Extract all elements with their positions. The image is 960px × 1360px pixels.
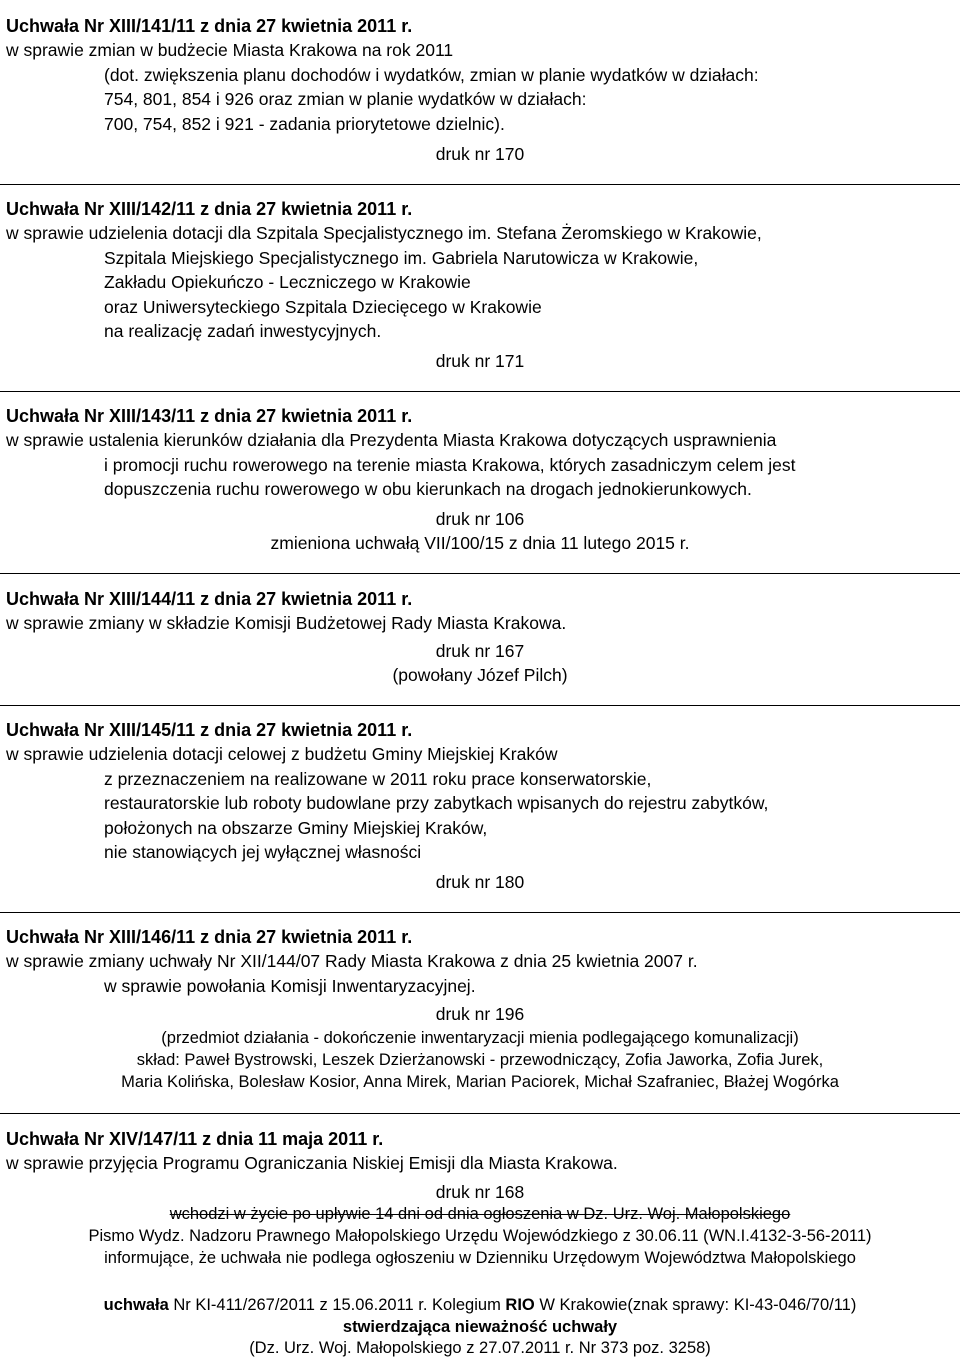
resolution-title: Uchwała Nr XIII/141/11 z dnia 27 kwietnia 2011 r. (6, 16, 413, 36)
resolution-title: Uchwała Nr XIII/145/11 z dnia 27 kwietnia 2011 r. (6, 720, 413, 740)
resolution-subject-line: z przeznaczeniem na realizowane w 2011 roku prace konserwatorskie, (104, 769, 652, 789)
resolution-subject: w sprawie zmiany uchwały Nr XII/144/07 Rady Miasta Krakowa z dnia 25 kwietnia 2007 r. (6, 951, 698, 971)
resolution-subject-line: dopuszczenia ruchu rowerowego w obu kierunkach na drogach jednokierunkowych. (104, 479, 752, 499)
separator-line (0, 391, 960, 392)
resolution-subject-line: (dot. zwiększenia planu dochodów i wydatków, zmian w planie wydatków w działach: (104, 65, 759, 85)
rio-decision-text: Nr KI-411/267/2011 z 15.06.2011 r. Kolegium (168, 1296, 506, 1314)
resolution-subject-line: 700, 754, 852 i 921 - zadania priorytetowe dzielnic). (104, 114, 505, 134)
commission-members: Maria Kolińska, Bolesław Kosior, Anna Mirek, Marian Paciorek, Michał Szafraniec, Błażej Wogórka (121, 1073, 839, 1091)
separator-line (0, 573, 960, 574)
resolution-subject-line: nie stanowiących jej wyłącznej własności (104, 842, 422, 862)
resolution-subject-line: 754, 801, 854 i 926 oraz zmian w planie wydatków w działach: (104, 89, 587, 109)
appointment-note: (powołany Józef Pilch) (392, 665, 568, 685)
resolution-title: Uchwała Nr XIII/144/11 z dnia 27 kwietnia 2011 r. (6, 589, 413, 609)
rio-publication-note: (Dz. Urz. Woj. Małopolskiego z 27.07.2011 r. Nr 373 poz. 3258) (249, 1339, 711, 1357)
rio-decision-text: W Krakowie(znak sprawy: KI-43-046/70/11) (534, 1296, 857, 1314)
print-number: druk nr 168 (435, 1182, 525, 1202)
resolution-subject-line: i promocji ruchu rowerowego na terenie miasta Krakowa, których zasadniczym celem jest (104, 455, 796, 475)
resolution-subject-line: położonych na obszarze Gminy Miejskiej Kraków, (104, 818, 488, 838)
resolution-subject: w sprawie zmian w budżecie Miasta Krakowa na rok 2011 (6, 40, 454, 60)
separator-line (0, 912, 960, 913)
resolution-subject: w sprawie przyjęcia Programu Ograniczania Niskiej Emisji dla Miasta Krakowa. (6, 1153, 618, 1173)
separator-line (0, 705, 960, 706)
resolution-subject-line: restauratorskie lub roboty budowlane przy zabytkach wpisanych do rejestru zabytków, (104, 793, 769, 813)
print-number: druk nr 196 (435, 1004, 525, 1024)
resolution-subject-line: w sprawie powołania Komisji Inwentaryzacyjnej. (104, 976, 476, 996)
resolution-title: Uchwała Nr XIII/143/11 z dnia 27 kwietnia 2011 r. (6, 406, 413, 426)
print-number: druk nr 170 (435, 144, 525, 164)
resolution-title: Uchwała Nr XIII/146/11 z dnia 27 kwietnia 2011 r. (6, 927, 413, 947)
resolution-subject: w sprawie udzielenia dotacji celowej z budżetu Gminy Miejskiej Kraków (6, 744, 558, 764)
supervision-letter-note: informujące, że uchwała nie podlega ogłoszeniu w Dzienniku Urzędowym Województwa Małopolskiego (104, 1249, 856, 1267)
separator-line (0, 184, 960, 185)
struck-effective-date-note: wchodzi w życie po upływie 14 dni od dnia ogłoszenia w Dz. Urz. Woj. Małopolskiego (169, 1205, 791, 1223)
separator-line (0, 1113, 960, 1114)
commission-members: skład: Paweł Bystrowski, Leszek Dzierżanowski - przewodniczący, Zofia Jaworka, Zofia Jurek, (136, 1051, 824, 1069)
resolution-subject-line: Zakładu Opiekuńczo - Leczniczego w Krakowie (104, 272, 471, 292)
resolution-subject-line: Szpitala Miejskiego Specjalistycznego im. Gabriela Narutowicza w Krakowie, (104, 248, 699, 268)
print-number: druk nr 167 (435, 641, 525, 661)
print-number: druk nr 106 (435, 509, 525, 529)
resolution-subject-line: na realizację zadań inwestycyjnych. (104, 321, 382, 341)
resolution-subject: w sprawie udzielenia dotacji dla Szpitala Specjalistycznego im. Stefana Żeromskiego w Krakowie, (6, 223, 762, 243)
resolution-subject: w sprawie zmiany w składzie Komisji Budżetowej Rady Miasta Krakowa. (6, 613, 567, 633)
print-number: druk nr 180 (435, 872, 525, 892)
resolution-title: Uchwała Nr XIII/142/11 z dnia 27 kwietnia 2011 r. (6, 199, 413, 219)
commission-subject-note: (przedmiot działania - dokończenie inwentaryzacji mienia podlegającego komunalizacji) (161, 1029, 799, 1047)
rio-decision-line (0, 1294, 960, 1316)
print-number: druk nr 171 (435, 351, 525, 371)
amendment-note: zmieniona uchwałą VII/100/15 z dnia 11 lutego 2015 r. (270, 533, 690, 553)
rio-name: RIO (505, 1296, 535, 1314)
supervision-letter-note: Pismo Wydz. Nadzoru Prawnego Małopolskiego Urzędu Wojewódzkiego z 30.06.11 (WN.I.4132-3-56-2011) (88, 1227, 872, 1245)
resolution-subject-line: oraz Uniwersyteckiego Szpitala Dziecięcego w Krakowie (104, 297, 542, 317)
resolution-subject: w sprawie ustalenia kierunków działania dla Prezydenta Miasta Krakowa dotyczących usprawnienia (6, 430, 777, 450)
rio-nullity-statement: stwierdzająca nieważność uchwały (342, 1318, 618, 1336)
rio-decision-word: uchwała (103, 1296, 169, 1314)
resolution-title: Uchwała Nr XIV/147/11 z dnia 11 maja 2011 r. (6, 1129, 384, 1149)
